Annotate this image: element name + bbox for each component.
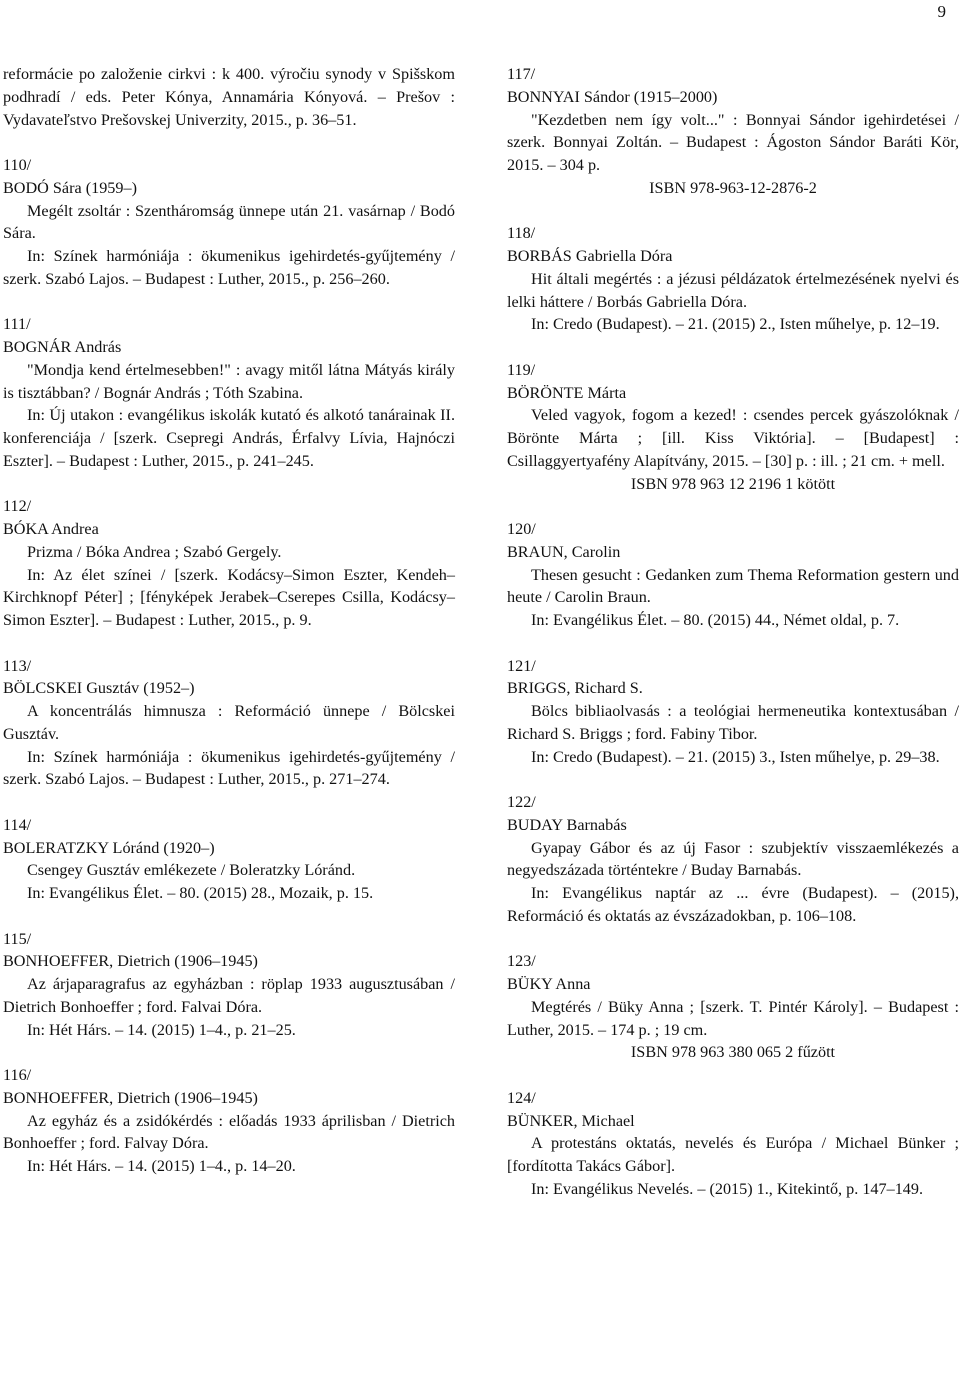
entry-number: 112/ — [3, 497, 32, 516]
bibliography-entry — [3, 495, 455, 632]
bibliography-entry — [3, 814, 455, 905]
bibliography-entry — [3, 154, 455, 291]
entry-number: 113/ — [3, 656, 32, 675]
entry-number: 115/ — [3, 929, 32, 948]
entry-author: BÓKA Andrea — [3, 520, 99, 538]
bibliography-entry — [507, 63, 959, 200]
entry-source: In: Credo (Budapest). – 21. (2015) 2., Isten műhelye, p. 12–19. — [531, 315, 940, 334]
entry-number: 120/ — [507, 520, 536, 538]
bibliography-entry — [3, 655, 455, 792]
entry-author: BÜKY Anna — [507, 975, 591, 993]
entry-source: In: Evangélikus Élet. – 80. (2015) 28., Mozaik, p. 15. — [27, 884, 374, 902]
entry-number: 122/ — [507, 793, 536, 811]
bibliography-entry — [507, 1087, 959, 1201]
bibliography-entry — [507, 518, 959, 632]
bibliography-entry — [507, 655, 959, 769]
entry-title: A koncentrálás himnusza : Reformáció ünnepe / Bölcskei Gusztáv. — [3, 702, 455, 743]
bibliography-entry — [507, 950, 959, 1064]
entry-title: Thesen gesucht : Gedanken zum Thema Reformation gestern und heute / Carolin Braun. — [507, 565, 959, 607]
entry-isbn: ISBN 978 963 380 065 2 fűzött — [630, 1043, 836, 1062]
entry-title: Gyapay Gábor és az új Fasor : szubjektív visszaemlékezés a negyedszázada történtekre / Buday Barnabás. — [507, 838, 959, 880]
entry-number: 121/ — [507, 656, 536, 675]
entry-number: 118/ — [507, 224, 536, 243]
entry-source: In: Az élet színei / [szerk. Kodácsy–Simon Eszter, Kendeh–Kirchknopf Péter] ; [fényképek Jerabek–Cserepes Csilla, Kodácsy–Simon Eszter]. – Budapest : Luther, 2015., p. 9. — [3, 565, 455, 629]
entry-number: 117/ — [507, 65, 536, 83]
entry-title: Hit általi megértés : a jézusi példázatok értelmezésének nyelvi és lelki háttere / Borbás Gabriella Dóra. — [507, 269, 959, 311]
entry-author: BOLERATZKY Lóránd (1920–) — [3, 838, 215, 857]
entry-author: BRIGGS, Richard S. — [507, 679, 643, 698]
entry-source: In: Credo (Budapest). – 21. (2015) 3., Isten műhelye, p. 29–38. — [531, 747, 940, 766]
continuation-text: reformácie po založenie cirkvi : k 400. výročiu synody v Spišskom podhradí / eds. Peter Kónya, Annamária Kónyová. – Prešov : Vydavateľstvo Prešovskej Univerzity, 2015., p. 36–51. — [3, 65, 455, 129]
entry-title: "Kezdetben nem így volt..." : Bonnyai Sándor igehirdetései / szerk. Bonnyai Zoltán. – Budapest : Ágoston Sándor Baráti Kör, 2015. – 304 p. — [507, 110, 959, 174]
entry-author: BODÓ Sára (1959–) — [3, 178, 137, 197]
entry-source: In: Színek harmóniája : ökumenikus igehirdetés-gyűjtemény / szerk. Szabó Lajos. – Budapest : Luther, 2015., p. 256–260. — [3, 247, 455, 288]
entry-source: In: Színek harmóniája : ökumenikus igehirdetés-gyűjtemény / szerk. Szabó Lajos. – Budapest : Luther, 2015., p. 271–274. — [3, 747, 455, 789]
entry-source: In: Evangélikus Nevelés. – (2015) 1., Kitekintő, p. 147–149. — [531, 1179, 924, 1198]
entry-author: BOGNÁR András — [3, 338, 122, 356]
entry-number: 119/ — [507, 360, 536, 379]
entry-isbn: ISBN 978-963-12-2876-2 — [649, 178, 817, 197]
entry-number: 111/ — [3, 315, 31, 334]
page-number: 9 — [937, 2, 946, 21]
right-column — [507, 63, 959, 1201]
entry-title: Megtérés / Büky Anna ; [szerk. T. Pintér Károly]. – Budapest : Luther, 2015. – 174 p. ; 19 cm. — [507, 997, 959, 1039]
entry-author: BONNYAI Sándor (1915–2000) — [507, 87, 718, 106]
entry-author: BÜNKER, Michael — [507, 1111, 635, 1130]
entry-source: In: Hét Hárs. – 14. (2015) 1–4., p. 14–20. — [27, 1157, 296, 1175]
entry-title: Csengey Gusztáv emlékezete / Boleratzky Lóránd. — [27, 861, 356, 880]
bibliography-entry — [3, 313, 455, 472]
bibliography-entry — [507, 359, 959, 496]
entry-title: Az árjaparagrafus az egyházban : röplap 1933 augusztusában / Dietrich Bonhoeffer ; ford. Falvai Dóra. — [3, 975, 455, 1016]
entry-title: "Mondja kend értelmesebben!" : avagy mitől látna Mátyás király is tisztábban? / Bognár András ; Tóth Szabina. — [3, 360, 455, 402]
entry-author: BORBÁS Gabriella Dóra — [507, 247, 673, 265]
entry-source: In: Evangélikus Élet. – 80. (2015) 44., Német oldal, p. 7. — [531, 611, 900, 629]
entry-author: BONHOEFFER, Dietrich (1906–1945) — [3, 1088, 258, 1107]
bibliography-entry — [3, 928, 455, 1042]
entry-number: 114/ — [3, 815, 32, 834]
entry-title: A protestáns oktatás, nevelés és Európa / Michael Bünker ; [fordította Takács Gábor]. — [507, 1134, 959, 1175]
entry-author: BRAUN, Carolin — [507, 542, 621, 561]
entry-source: In: Új utakon : evangélikus iskolák kutató és alkotó tanárainak II. konferenciája / [szerk. Csepregi András, Érfalvy Lívia, Hajnóczi Eszter]. – Budapest : Luther, 2015., p. 241–245. — [3, 406, 455, 470]
entry-number: 124/ — [507, 1088, 536, 1107]
entry-title: Az egyház és a zsidókérdés : előadás 1933 áprilisban / Dietrich Bonhoeffer ; ford. Falvay Dóra. — [3, 1111, 455, 1153]
entry-author: BÖRÖNTE Márta — [507, 383, 627, 402]
entry-title: Megélt zsoltár : Szentháromság ünnepe után 21. vasárnap / Bodó Sára. — [3, 201, 455, 243]
entry-number: 116/ — [3, 1066, 32, 1084]
entry-number: 123/ — [507, 952, 536, 971]
entry-title: Prizma / Bóka Andrea ; Szabó Gergely. — [27, 542, 282, 561]
bibliography-entry — [507, 791, 959, 928]
left-column — [3, 63, 455, 1178]
entry-number: 110/ — [3, 156, 32, 174]
entry-author: BONHOEFFER, Dietrich (1906–1945) — [3, 952, 258, 971]
entry-title: Veled vagyok, fogom a kezed! : csendes percek gyászolóknak / Börönte Márta ; [ill. Kiss Viktória]. – [Budapest] : Csillaggyertyafény Alapítvány, 2015. – [30] p. : ill. ; 21 cm. + mell. — [507, 406, 959, 470]
entry-author: BÖLCSKEI Gusztáv (1952–) — [3, 679, 195, 698]
bibliography-entry — [3, 1064, 455, 1178]
bibliography-entry — [507, 222, 959, 336]
entry-source: In: Evangélikus naptár az ... évre (Budapest). – (2015), Reformáció és oktatás az évszázadokban, p. 106–108. — [507, 884, 959, 925]
entry-isbn: ISBN 978 963 12 2196 1 kötött — [630, 474, 836, 493]
entry-author: BUDAY Barnabás — [507, 815, 627, 834]
entry-title: Bölcs bibliaolvasás : a teológiai hermeneutika kontextusában / Richard S. Briggs ; ford. Fabiny Tibor. — [507, 702, 959, 743]
entry-source: In: Hét Hárs. – 14. (2015) 1–4., p. 21–25. — [27, 1020, 296, 1039]
